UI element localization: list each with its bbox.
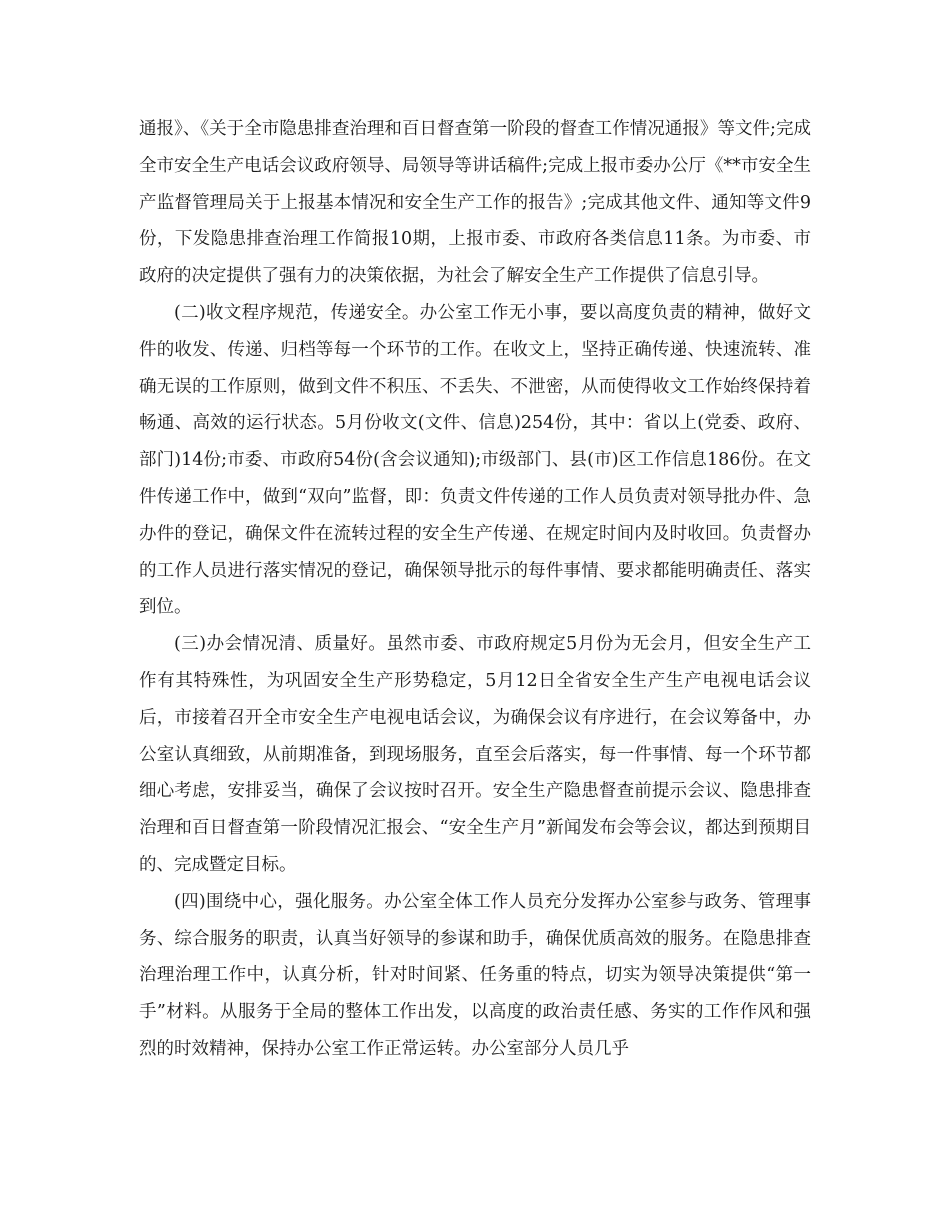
paragraph-receiving-documents: (二)收文程序规范，传递安全。办公室工作无小事，要以高度负责的精神，做好文件的收发、传递、归档等每一个环节的工作。在收文上，坚持正确传递、快速流转、准确无误的工作原则，做到文件不积压、不丢失、不泄密，从而使得收文工作始终保持着畅通、高效的运行状态。5月份收文(文件、信息)254份，其中：省以上(党委、政府、部门)14份;市委、市政府54份(含会议通知);市级部门、县(市)区工作信息186份。在文件传递工作中，做到“双向”监督，即：负责文件传递的工作人员负责对领导批办件、急办件的登记，确保文件在流转过程的安全生产传递、在规定时间内及时收回。负责督办的工作人员进行落实情况的登记，确保领导批示的每件事情、要求都能明确责任、落实到位。	[139, 302, 811, 618]
paragraph-service-focus: (四)围绕中心，强化服务。办公室全体工作人员充分发挥办公室参与政务、管理事务、综合服务的职责，认真当好领导的参谋和助手，确保优质高效的服务。在隐患排查治理治理工作中，认真分析，针对时间紧、任务重的特点，切实为领导决策提供“第一手”材料。从服务于全局的整体工作出发，以高度的政治责任感、务实的工作作风和强烈的时效精神，保持办公室工作正常运转。办公室部分人员几乎	[139, 891, 811, 1059]
document-body	[139, 111, 811, 1068]
paragraph-document-output: 通报》、《关于全市隐患排查治理和百日督查第一阶段的督查工作情况通报》等文件;完成全市安全生产电话会议政府领导、局领导等讲话稿件;完成上报市委办公厅《**市安全生产监督管理局关于上报基本情况和安全生产工作的报告》;完成其他文件、通知等文件9份，下发隐患排查治理工作简报10期，上报市委、市政府各类信息11条。为市委、市政府的决定提供了强有力的决策依据，为社会了解安全生产工作提供了信息引导。	[139, 119, 811, 287]
paragraph-meeting-organization: (三)办会情况清、质量好。虽然市委、市政府规定5月份为无会月，但安全生产工作有其特殊性，为巩固安全生产形势稳定，5月12日全省安全生产生产电视电话会议后，市接着召开全市安全生产电视电话会议，为确保会议有序进行，在会议筹备中，办公室认真细致，从前期准备，到现场服务，直至会后落实，每一件事情、每一个环节都细心考虑，安排妥当，确保了会议按时召开。安全生产隐患督查前提示会议、隐患排查治理和百日督查第一阶段情况汇报会、“安全生产月”新闻发布会等会议，都达到预期目的、完成暨定目标。	[139, 634, 811, 875]
